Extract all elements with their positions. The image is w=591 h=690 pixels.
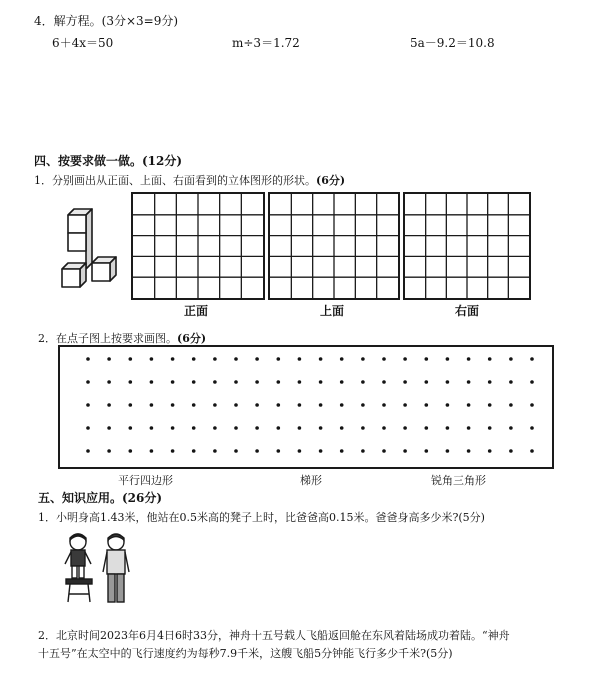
dot <box>425 449 429 453</box>
dot <box>277 449 281 453</box>
dot <box>234 426 238 430</box>
grid-lines <box>405 194 529 298</box>
dot <box>192 403 196 407</box>
dot <box>107 426 111 430</box>
dot <box>255 449 259 453</box>
dot <box>361 426 365 430</box>
section4-q1-text <box>34 172 345 188</box>
dot <box>425 403 429 407</box>
dot <box>171 380 175 384</box>
dot <box>107 357 111 361</box>
section5-q2-line2: 十五号”在太空中的飞行速度约为每秒7.9千米，这艘飞船5分钟能飞行多少千米?(5分) <box>38 647 453 660</box>
dot <box>192 426 196 430</box>
dot <box>129 357 133 361</box>
dot <box>382 403 386 407</box>
dot <box>488 449 492 453</box>
section5-heading: 五、知识应用。(26分) <box>38 491 163 505</box>
dot <box>530 403 534 407</box>
dot <box>488 403 492 407</box>
dot <box>213 449 217 453</box>
dot <box>361 449 365 453</box>
grid-lines <box>270 194 398 298</box>
section4-heading: 四、按要求做一做。(12分) <box>34 154 183 168</box>
dot <box>129 449 133 453</box>
dot <box>129 426 133 430</box>
section4-q2-points: (6分) <box>177 332 207 345</box>
dot <box>298 357 302 361</box>
dot <box>446 380 450 384</box>
dot <box>467 380 471 384</box>
dot <box>488 357 492 361</box>
dot <box>509 403 513 407</box>
dot <box>319 403 323 407</box>
dot <box>213 426 217 430</box>
dot <box>446 449 450 453</box>
section4-q2-text <box>38 330 206 346</box>
dot <box>86 449 90 453</box>
dot <box>340 449 344 453</box>
dot <box>425 357 429 361</box>
grid-lines <box>133 194 263 298</box>
grid-label-top: 上面 <box>320 304 345 318</box>
dot <box>129 403 133 407</box>
dot <box>150 357 154 361</box>
dot <box>340 403 344 407</box>
dot <box>86 403 90 407</box>
dot <box>403 449 407 453</box>
boy-and-father-illustration <box>62 532 142 608</box>
dot <box>277 357 281 361</box>
dot <box>298 403 302 407</box>
dot-label-parallelogram: 平行四边形 <box>118 474 173 487</box>
dot-paper-dots <box>60 347 552 467</box>
dot <box>509 426 513 430</box>
dot <box>361 357 365 361</box>
dot <box>150 426 154 430</box>
dot <box>488 380 492 384</box>
dot <box>446 357 450 361</box>
dot <box>446 403 450 407</box>
dot <box>171 403 175 407</box>
dot <box>86 357 90 361</box>
dot <box>277 380 281 384</box>
dot <box>530 426 534 430</box>
dot <box>382 426 386 430</box>
dot-label-acute-triangle: 锐角三角形 <box>431 474 486 487</box>
dot <box>340 426 344 430</box>
dot <box>213 380 217 384</box>
grid-top-view[interactable] <box>268 192 400 300</box>
dot <box>298 426 302 430</box>
dot <box>171 449 175 453</box>
dot <box>150 403 154 407</box>
dot <box>530 357 534 361</box>
section4-q2-prompt: 2．在点子图上按要求画图。 <box>38 332 177 345</box>
dot <box>213 403 217 407</box>
dot <box>86 426 90 430</box>
dot <box>234 403 238 407</box>
dot <box>234 449 238 453</box>
dot <box>509 380 513 384</box>
dot <box>234 380 238 384</box>
dot <box>298 449 302 453</box>
grid-right-view[interactable] <box>403 192 531 300</box>
grid-front-view[interactable] <box>131 192 265 300</box>
dot <box>530 380 534 384</box>
dot <box>107 403 111 407</box>
dot <box>467 403 471 407</box>
dot <box>319 357 323 361</box>
dot <box>530 449 534 453</box>
dot <box>361 380 365 384</box>
dot <box>150 449 154 453</box>
q4-heading: 4．解方程。(3分×3=9分) <box>34 14 179 28</box>
dot <box>425 426 429 430</box>
dot <box>467 449 471 453</box>
dot <box>340 380 344 384</box>
dot <box>425 380 429 384</box>
dot <box>340 357 344 361</box>
dot <box>382 357 386 361</box>
section4-q1-points: (6分) <box>316 174 346 187</box>
section5-q2-line1: 2．北京时间2023年6月4日6时33分，神舟十五号载人飞船返回舱在东风着陆场成功着陆。“神舟 <box>38 629 510 642</box>
dot <box>255 403 259 407</box>
dot <box>319 426 323 430</box>
dot <box>192 380 196 384</box>
q4-equation-1: 6＋4x＝50 <box>52 36 114 50</box>
dot <box>192 449 196 453</box>
dot <box>319 380 323 384</box>
section5-q1-text: 1．小明身高1.43米，他站在0.5米高的凳子上时，比爸爸高0.15米。爸爸身高多少米?(5分) <box>38 511 485 524</box>
dot <box>129 380 133 384</box>
dot <box>107 380 111 384</box>
dot <box>234 357 238 361</box>
dot <box>255 380 259 384</box>
q4-equation-3: 5a－9.2＝10.8 <box>410 36 495 50</box>
dot <box>403 380 407 384</box>
dot <box>171 357 175 361</box>
dot <box>361 403 365 407</box>
dot <box>298 380 302 384</box>
section4-q1-prompt: 1．分别画出从正面、上面、右面看到的立体图形的形状。 <box>34 174 316 187</box>
dot <box>446 426 450 430</box>
dot <box>467 357 471 361</box>
dot <box>107 449 111 453</box>
dot <box>509 449 513 453</box>
grid-label-right: 右面 <box>455 304 480 318</box>
dot <box>509 357 513 361</box>
dot-paper[interactable] <box>58 345 554 469</box>
dot <box>488 426 492 430</box>
dot <box>213 357 217 361</box>
dot-label-trapezoid: 梯形 <box>300 474 322 487</box>
dot <box>150 380 154 384</box>
dot <box>319 449 323 453</box>
dot <box>403 426 407 430</box>
dot <box>382 380 386 384</box>
dot <box>192 357 196 361</box>
dot <box>171 426 175 430</box>
dot <box>403 403 407 407</box>
dot <box>86 380 90 384</box>
dot <box>255 426 259 430</box>
dot <box>277 403 281 407</box>
dot <box>403 357 407 361</box>
grid-label-front: 正面 <box>184 304 209 318</box>
dot <box>277 426 281 430</box>
dot <box>382 449 386 453</box>
q4-equation-2: m÷3＝1.72 <box>232 36 300 50</box>
dot <box>255 357 259 361</box>
cube-stack-figure <box>58 205 122 297</box>
dot <box>467 426 471 430</box>
